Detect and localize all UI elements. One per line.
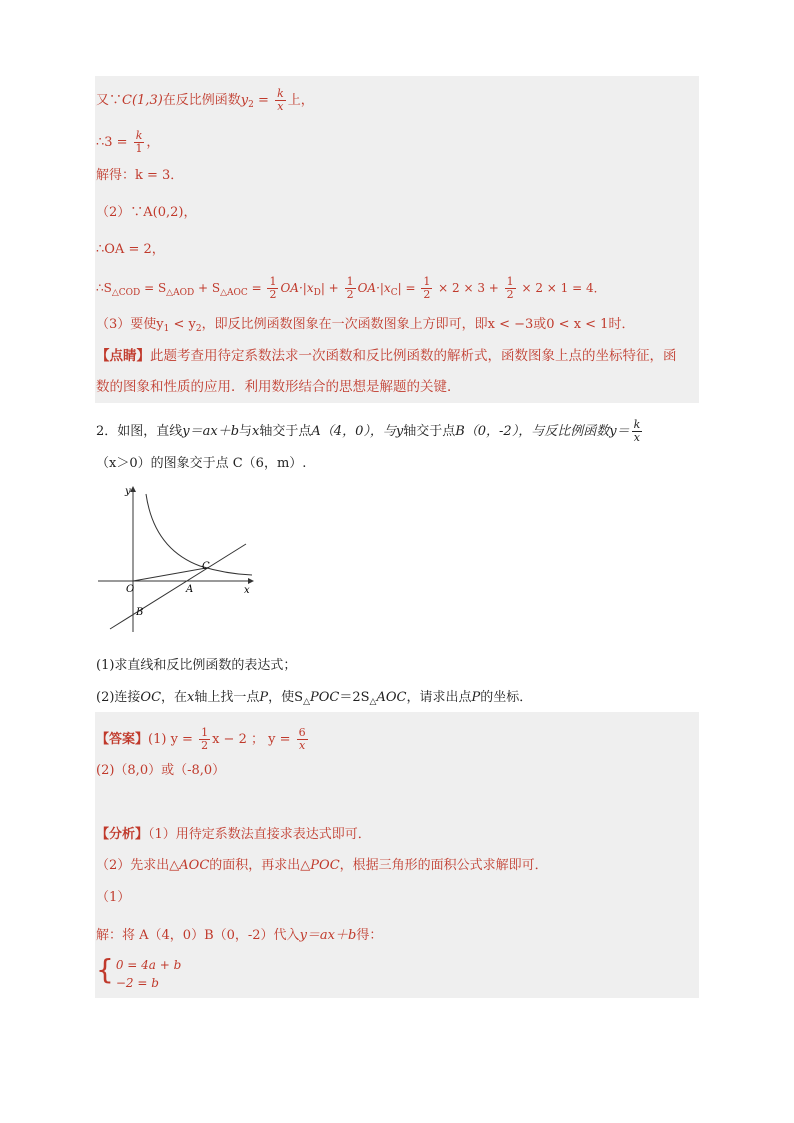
analysis-tag: 【分析】 (96, 827, 149, 842)
text: 轴交于点 (403, 424, 456, 439)
text: （2）先求出 (96, 858, 170, 873)
subscript: △AOD (166, 288, 195, 298)
text: 在反比例函数 (162, 93, 241, 108)
triangle-aoc: AOC (376, 690, 407, 705)
fraction-k-over-1 (134, 130, 145, 155)
denominator: 2 (506, 288, 514, 301)
var-x: x (187, 690, 195, 705)
denominator: 2 (201, 739, 209, 752)
text: x − 2 ； y = (212, 732, 295, 747)
text: (2)连接 (96, 690, 141, 705)
text: | + (320, 281, 343, 295)
denominator: x (299, 739, 306, 752)
text: 与 (239, 424, 253, 439)
answer-line-1 (96, 727, 310, 752)
fraction-one-half (345, 276, 356, 301)
point-c: C(1,3) (122, 93, 163, 108)
text: = S (140, 281, 167, 295)
analysis-line-1 (96, 826, 371, 844)
y-axis-arrow (130, 486, 136, 492)
fraction-one-half (267, 276, 278, 301)
text: 解：将 A（4，0）B（0，-2）代入 (96, 928, 300, 943)
denominator: 2 (423, 288, 431, 301)
numerator: k (633, 418, 641, 431)
text: = (253, 93, 274, 108)
text: < y (169, 317, 196, 332)
system-eq-2: −2 = b (115, 976, 159, 990)
dianjing-text: 此题考查用待定系数法求一次函数和反比例函数的解析式，函数图象上点的坐标特征，函 (150, 348, 677, 364)
denominator: x (633, 431, 641, 444)
fraction-k-over-x (632, 419, 643, 444)
fraction-one-half (421, 276, 432, 301)
numerator: 1 (269, 275, 277, 288)
system-eq-1: 0 = 4a + b (115, 958, 182, 972)
fraction-one-half (199, 727, 210, 752)
subscript: △AOC (220, 288, 248, 298)
fraction-k-over-x (275, 88, 286, 113)
segment-oc (133, 568, 206, 581)
hyperbola-curve (146, 494, 252, 575)
denominator: 2 (346, 288, 354, 301)
denominator: x (277, 100, 284, 113)
dianjing-tag: 【点睛】 (96, 348, 150, 364)
text: 得： (356, 928, 383, 943)
point-b: B（0，-2），与反比例函数 (455, 424, 610, 439)
subscript: C (390, 288, 398, 298)
text: + S (194, 281, 221, 295)
function-graph (96, 484, 256, 639)
fraction-one-half (505, 276, 516, 301)
solution-line-1 (96, 88, 314, 114)
solution-line-7 (96, 316, 634, 338)
text: 上， (287, 93, 314, 108)
text: ，根据三角形的面积公式求解即可． (339, 858, 548, 873)
segment-oc: OC (140, 690, 162, 705)
point-p: P (471, 690, 481, 705)
dianjing-line-2: 数的图象和性质的应用．利用数形结合的思想是解题的关键． (96, 379, 461, 395)
solution-line-4: （2）∵A(0,2)， (96, 205, 197, 220)
problem-2-stem-line-1 (96, 419, 644, 444)
point-a: A（4，0），与 (311, 424, 396, 439)
triangle-aoc: △AOC (169, 858, 210, 873)
text: (1) y = (148, 732, 198, 747)
analysis-line-3: （1） (96, 890, 131, 905)
numerator: 6 (298, 726, 306, 739)
triangle-poc: △POC (300, 858, 340, 873)
subscript: 2 (195, 324, 202, 334)
analysis-line-4 (96, 927, 382, 945)
solution-line-3: 解得：k = 3． (96, 168, 184, 183)
triangle-poc: POC (309, 690, 340, 705)
brace-icon: { (96, 953, 114, 986)
subscript: △ (303, 697, 310, 707)
text: × 2 × 1 = 4． (517, 281, 606, 295)
text: 轴交于点 (259, 424, 312, 439)
text: ，在 (161, 690, 188, 705)
text: 的坐标． (480, 690, 533, 705)
text: OA·|x (280, 281, 314, 295)
text: = (247, 281, 266, 295)
solution-line-5: ∴OA = 2， (96, 242, 165, 257)
func-y: y (240, 93, 249, 108)
answer-tag: 【答案】 (96, 732, 149, 747)
text: OA·|x (357, 281, 391, 295)
equation-system (96, 953, 182, 996)
numerator: 1 (423, 275, 431, 288)
text: ∴3 = (96, 135, 132, 150)
answer-1 (148, 726, 310, 752)
label-y: y (125, 486, 131, 497)
text: （3）要使y (96, 317, 164, 332)
label-b: B (136, 607, 144, 618)
text: y＝ (609, 424, 630, 439)
equation: y＝ax＋b (299, 928, 357, 943)
subscript: △COD (111, 288, 141, 298)
subscript: △ (369, 697, 377, 707)
subscript: D (313, 288, 321, 298)
question-2 (96, 689, 532, 711)
text: ， (146, 135, 160, 150)
text: ，使S (268, 690, 304, 705)
label-a: A (186, 584, 194, 595)
text: | = (397, 281, 420, 295)
analysis-line-2 (96, 857, 548, 875)
numerator: k (135, 129, 143, 142)
solution-line-2 (96, 130, 159, 155)
text: 又∵ (96, 93, 123, 108)
text: ＝2S (339, 690, 370, 705)
analysis-text: （1）用待定系数法直接求表达式即可． (148, 827, 371, 842)
dianjing-line-1 (96, 347, 677, 365)
text: × 2 × 3 + (434, 281, 503, 295)
denominator: 1 (135, 142, 143, 155)
solution-line-6 (96, 276, 606, 302)
system-lines (116, 956, 181, 992)
text: ，即反比例函数图象在一次函数图象上方即可，即x < −3或0 < x < 1时． (201, 317, 635, 332)
answer-analysis-block (95, 712, 699, 998)
text: 的面积，再求出 (209, 858, 301, 873)
text: ∴S (96, 281, 112, 295)
numerator: 1 (506, 275, 514, 288)
fraction-six-over-x (297, 727, 308, 752)
answer-line-2: (2)（8,0）或（-8,0） (96, 763, 226, 778)
numerator: k (277, 87, 284, 100)
x-axis-arrow (248, 578, 254, 584)
denominator: 2 (269, 288, 277, 301)
var-y: y (395, 424, 404, 439)
label-c: C (202, 561, 210, 572)
text: 轴上找一点 (194, 690, 260, 705)
label-o: O (126, 584, 135, 595)
var-x: x (252, 424, 260, 439)
problem-2-stem-line-2: （x＞0）的图象交于点 C（6，m）. (96, 456, 307, 471)
subscript: 1 (163, 324, 170, 334)
question-1: (1)求直线和反比例函数的表达式； (96, 658, 297, 673)
numerator: 1 (201, 726, 209, 739)
text: ，请求出点 (406, 690, 472, 705)
subscript: 2 (248, 100, 254, 110)
label-x: x (244, 585, 250, 596)
text: 2．如图，直线 (96, 424, 183, 439)
equation: y＝ax＋b (182, 424, 240, 439)
numerator: 1 (346, 275, 354, 288)
point-p: P (259, 690, 269, 705)
